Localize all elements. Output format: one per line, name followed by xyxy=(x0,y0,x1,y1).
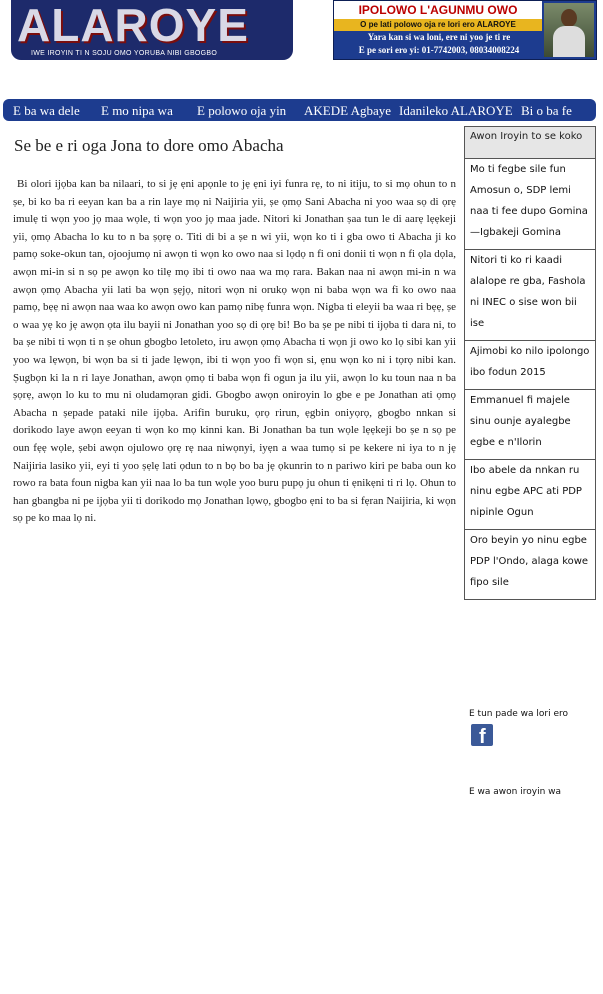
nav-item-about[interactable]: E mo nipa wa xyxy=(101,103,173,118)
sidebar-story-link[interactable]: Mo ti fegbe sile fun Amosun o, SDP lemi naa ti fee dupo Gomina—Igbakeji Gomina xyxy=(465,159,595,250)
follow-us-label: E tun pade wa lori ero xyxy=(469,709,569,719)
facebook-glyph: f xyxy=(479,726,486,748)
nav-item-akede[interactable]: AKEDE Agbaye xyxy=(304,103,392,118)
sidebar-story-link[interactable]: Oro beyin yo ninu egbe PDP l'Ondo, alaga kowe fipo sile xyxy=(470,535,589,588)
sidebar-story-link[interactable]: Emmanuel fi majele sinu ounje ayalegbe egbe e n'Ilorin xyxy=(465,390,595,460)
main-nav xyxy=(3,99,596,121)
ad-headline: IPOLOWO L'AGUNMU OWO xyxy=(334,1,542,19)
top-stories-sidebar xyxy=(464,126,596,600)
person-head xyxy=(561,9,577,27)
nav-item-home[interactable]: E ba wa dele xyxy=(13,103,80,118)
nav-item-idanileko[interactable]: Idanileko ALAROYE xyxy=(399,103,513,118)
nav-item-more[interactable]: Bi o ba fe xyxy=(521,103,572,118)
ad-line-1: Yara kan si wa loni, ere ni yoo je ti re xyxy=(367,32,511,42)
facebook-icon[interactable] xyxy=(471,724,493,746)
logo-tagline: IWE IROYIN TI N SOJU OMO YORUBA NIBI GBOGBO xyxy=(31,50,218,57)
sidebar-story-link[interactable]: Nitori ti ko ri kaadi alalope re gba, Fashola ni INEC o sise won bii ise xyxy=(465,250,595,341)
sidebar-heading: Awon Iroyin to se koko xyxy=(465,127,595,159)
ad-subline: O pe lati polowo oja re lori ero ALAROYE xyxy=(334,19,542,31)
ad-line-2: E pe sori ero yi: 01-7742003, 08034008224 xyxy=(358,45,520,55)
sidebar-story-link[interactable]: Ibo abele da nnkan ru ninu egbe APC ati PDP nipinle Ogun xyxy=(465,460,595,530)
site-logo[interactable] xyxy=(11,0,293,60)
header-ad-banner[interactable] xyxy=(333,0,597,60)
nav-item-advertise[interactable]: E polowo oja yin xyxy=(197,103,287,118)
person-torso xyxy=(553,26,585,57)
read-news-label: E wa awon iroyin wa xyxy=(469,787,562,797)
logo-title: ALAROYE xyxy=(17,0,249,51)
sidebar-story-link[interactable]: Ajimobi ko nilo ipolongo ibo fodun 2015 xyxy=(465,341,595,390)
article-body: Bi olori ijọba kan ba nilaari, to si jẹ ẹni apọnle to jẹ ẹni iyi funra rẹ, to ni itiju, to si mọ ohun to n ṣe, bi ko ba ri eeyan kan ba a rin laye mọ ni Naijiria yii, ṣe ọmọ Sani Abacha ni yoo waa sọ di ọrẹ imulẹ ti wọn yoo jọ maa wọle, ti wọn yoo jọ maa jade. Nitori ki Jonathan ṣaa tun le di aarẹ lẹẹkeji yii, ọmọ Abacha lo ku to n ba ṣọrẹ o. Titi di bi a ṣe n wi yii, wọn ko ti i gba owo ti Abacha ji ko pamọ soke-okun tan, ojoojumọ ni awọn ti wọn ko owo naa si lọdọ n fi oni donii ti wọn n fi ọla dọla, awọn mi-in si n sọ pe awọn ko tilẹ mọ ibi ti owo naa wa mọ rara. Bakan naa ni awọn mi-in n wa awọn ọmọ Abacha yii lati ba wọn ṣẹjọ, nitori wọn ni orukọ wọn ni baba wọn wa fi ko owo naa pamọ, bẹẹ ni awọn naa waa ko awọn owo kan pamọ nibẹ funra wọn. Nigba ti eleyii ba waa ri bẹẹ, ṣe o waa yẹ ko jẹ awọn ọta ilu bayii ni Jonathan yoo sọ di ọrẹ bi! Bo ba ṣe pe nibi ti ijọba ti dara ni, to ba ṣe nibi ti wọn ti n ṣe ohun gbogbo letoleto, iru awọn ọmọ Abacha ti wọn ji owo ko lọ sibi kan yii yoo wa lẹwọn, bi wọn ba si ti jade lẹwọn, ibi ti wọn yoo fi wọn si, ẹnu wọn ko ni i tọrọ nibi kan. Ṣugbọn ki la n ri laye Jonathan, awọn ọmọ ti baba wọn fi ogun ja ilu yii, awọn lo ku toun naa n ba ṣọrẹ, awọn lo ku to mu ni oludamọran gidi. Gbogbo awọn oniroyin lo gbe e pe Jonathan ati ọmọ Abacha n ṣepade pataki nile ijọba. Arifin buruku, ọrọ rirun, ẹgbin oniyọrọ, gbogbo nnkan si dorikodo laye awọn eeyan ti wọn ko mọ kinni kan. Bi Jonathan ba tun wọle lẹẹkeji bo ṣe n sọ pe oun fẹẹ wọle, ṣebi awọn ojulowo ọrẹ rẹ naa niwọnyi, iyẹn a waa tumọ si pe kekere ni iya to n jẹ Naijiria lasiko yii, eyi ti yoo ṣẹlẹ lati ọdun to n bọ bo ba jẹ ọkunrin to n pariwo kiri pe baba oun ko rowo ra bata foun nigba kan yii naa lo ba tun wọle yoo buru pupọ ju ohun ti ẹnikẹni ti ri lọ. Ohun to han gbangba ni pe ijọba yii ti dorikodo mọ Jonathan lọwọ, gbogbo ẹni to ba si fẹran Naijiria, ki wọn sọ pe ko maa lọ ni. xyxy=(13,178,456,525)
article-title: Se be e ri oga Jona to dore omo Abacha xyxy=(14,136,284,155)
ad-person-photo xyxy=(544,3,594,57)
